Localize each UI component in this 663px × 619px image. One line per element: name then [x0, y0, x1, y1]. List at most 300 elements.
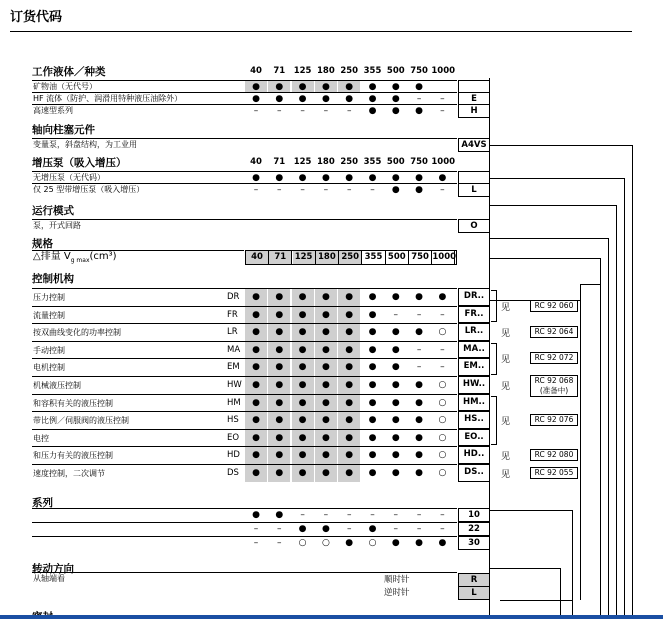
fluid-cell: ●	[315, 81, 337, 93]
control-cell: ●	[315, 289, 337, 306]
size-label-750: 750	[410, 157, 428, 167]
fluid-cell: ●	[268, 81, 290, 93]
size-label-180: 180	[317, 66, 335, 76]
control-abbr: HM	[227, 397, 241, 408]
control-label: 和容积有关的液压控制	[33, 398, 113, 408]
connector-h	[489, 238, 608, 239]
series-cell: –	[253, 524, 259, 534]
size-label-71: 71	[273, 66, 286, 76]
size-label-1000: 1000	[431, 157, 456, 167]
control-cell: ●	[415, 380, 424, 390]
size-label-71: 71	[273, 157, 286, 167]
control-code: EM..	[458, 358, 490, 376]
see-label: 见	[501, 452, 511, 463]
control-code: MA..	[458, 341, 490, 359]
fluid-cell: ●	[292, 81, 314, 93]
control-cell: ●	[368, 344, 377, 355]
control-cell: ●	[292, 430, 314, 447]
series-cell: ●	[368, 524, 377, 534]
series-cell: ○	[368, 538, 377, 548]
size-label-500: 500	[386, 157, 405, 167]
mode-row	[32, 219, 457, 232]
control-cell: ●	[415, 415, 424, 426]
fluid-cell: ●	[252, 94, 260, 104]
connector-h	[489, 568, 560, 569]
control-cell: ●	[245, 377, 267, 394]
control-cell: ○	[438, 397, 447, 408]
connector-v	[616, 205, 617, 619]
series-code: 10	[458, 508, 490, 522]
ref-text: RC 92 060	[534, 300, 574, 310]
control-cell: ○	[438, 450, 447, 461]
control-cell: ●	[391, 380, 400, 390]
control-cell: –	[440, 362, 445, 373]
series-cell: –	[323, 510, 329, 520]
mode-label: 泵，开式回路	[33, 221, 81, 230]
control-cell: ●	[245, 324, 267, 341]
boost-cell: ●	[368, 173, 377, 183]
boost-heading: 增压泵（吸入增压）	[32, 157, 127, 169]
control-cell: ●	[338, 395, 360, 412]
connector-v	[600, 258, 601, 619]
fluid-cell: ●	[391, 94, 400, 104]
series-cell: ●	[275, 510, 284, 520]
control-code: HW..	[458, 376, 490, 394]
fluid-label: HF 流体（防护、润滑用特种液压油除外）	[33, 94, 183, 103]
control-cell: ●	[268, 447, 290, 464]
size-heading: 规格	[32, 238, 53, 250]
ref-box	[530, 326, 578, 338]
see-label: 见	[501, 329, 511, 339]
control-cell: ●	[245, 342, 267, 359]
control-abbr: HW	[227, 380, 242, 390]
connector-v	[608, 238, 609, 619]
see-label: 见	[501, 417, 511, 427]
connector-v	[624, 178, 625, 619]
control-cell: ●	[391, 468, 400, 478]
rotation-label: 从轴端看	[33, 574, 65, 583]
size-box-500: 500	[386, 251, 409, 264]
ref-box	[530, 414, 578, 426]
control-cell: ○	[438, 415, 447, 426]
control-cell: ●	[315, 377, 337, 394]
ref-note: (准备中)	[539, 385, 569, 395]
control-cell: ●	[391, 397, 400, 408]
series-cell: –	[370, 510, 375, 520]
series-cell: ●	[415, 538, 424, 548]
fluid-cell: –	[346, 106, 352, 116]
control-cell: ●	[368, 415, 377, 426]
fluid-code: E	[458, 92, 490, 106]
control-cell: ●	[338, 430, 360, 447]
size-box-355: 355	[363, 251, 386, 264]
boost-label: 仅 25 型带增压泵（吸入增压）	[33, 185, 145, 194]
control-cell: ●	[338, 377, 360, 394]
fluid-cell: ●	[338, 81, 360, 93]
control-abbr: EO	[227, 432, 240, 443]
series-cell: –	[416, 510, 422, 520]
size-box-125: 125	[293, 251, 316, 264]
fluid-label: 矿物油（无代号）	[33, 82, 97, 91]
control-cell: ●	[292, 307, 314, 324]
ref-box	[530, 449, 578, 461]
control-cell: –	[416, 362, 422, 373]
connector-h	[489, 205, 616, 206]
size-label-1000: 1000	[431, 66, 456, 76]
boost-cell: ●	[321, 173, 330, 183]
see-label: 见	[501, 355, 511, 366]
fluid-cell: ●	[415, 106, 424, 116]
control-cell: ●	[391, 292, 400, 302]
series-cell: ●	[298, 524, 307, 534]
control-cell: ●	[292, 359, 314, 376]
fluid-label: 高速型系列	[33, 106, 73, 115]
boost-cell: –	[300, 185, 305, 195]
control-label: 手动控制	[33, 345, 65, 355]
connector-v	[580, 284, 581, 600]
ref-text: RC 92 055	[534, 467, 574, 477]
control-code: DR..	[458, 288, 490, 306]
control-cell: ●	[292, 465, 314, 482]
boost-cell: –	[440, 185, 445, 195]
connector-h	[489, 178, 624, 179]
control-cell: ●	[338, 447, 360, 464]
control-cell: ●	[315, 447, 337, 464]
control-label: 机械液压控制	[33, 381, 81, 390]
control-cell: ●	[245, 395, 267, 412]
control-cell: ●	[368, 380, 377, 390]
size-label-125: 125	[293, 157, 312, 167]
boost-cell: ●	[438, 173, 447, 183]
control-cell: ●	[368, 397, 377, 408]
ref-box	[530, 467, 578, 479]
size-label-355: 355	[363, 157, 382, 167]
size-label-40: 40	[250, 157, 262, 167]
control-cell: ●	[315, 430, 337, 447]
size-label-750: 750	[410, 66, 428, 76]
control-label: 电控	[33, 433, 49, 443]
fluid-cell: –	[277, 106, 282, 116]
boost-cell: –	[346, 185, 352, 195]
control-cell: ●	[315, 342, 337, 359]
control-abbr: MA	[227, 344, 241, 355]
boost-cell: ●	[415, 173, 424, 183]
fluid-cell: ●	[415, 82, 424, 92]
control-cell: –	[440, 309, 445, 320]
ref-text: RC 92 072	[534, 353, 574, 363]
control-cell: ●	[391, 450, 400, 461]
control-code: EO..	[458, 429, 490, 447]
control-cell: ●	[292, 447, 314, 464]
series-cell: ●	[345, 538, 354, 548]
boost-label: 无增压泵（无代码）	[33, 173, 105, 182]
control-cell: ●	[315, 307, 337, 324]
size-box-71: 71	[269, 251, 292, 264]
group-brace	[491, 343, 497, 375]
control-cell: ●	[368, 362, 377, 373]
control-cell: ●	[368, 292, 377, 302]
connector-h	[489, 300, 580, 301]
rotation-dir-label: 顺时针	[384, 575, 410, 585]
size-row	[32, 250, 244, 264]
size-box-40: 40	[246, 251, 269, 264]
ref-text: RC 92 064	[534, 327, 574, 336]
control-cell: ●	[315, 324, 337, 341]
control-code: FR..	[458, 306, 490, 324]
control-cell: –	[416, 344, 422, 355]
control-code: HS..	[458, 411, 490, 429]
control-abbr: EM	[227, 362, 240, 373]
control-label: 流量控制	[33, 310, 65, 320]
control-cell: ○	[438, 327, 447, 338]
page-title: 订货代码	[10, 10, 63, 25]
series-cell: ●	[321, 524, 330, 534]
size-label-250: 250	[340, 66, 359, 76]
rotation-code: R	[458, 573, 490, 587]
fluid-cell: ●	[368, 106, 377, 116]
control-cell: ●	[268, 395, 290, 412]
ref-box	[530, 375, 578, 397]
size-label-180: 180	[317, 157, 335, 167]
rotation-heading: 转动方向	[32, 563, 74, 575]
fluid-cell: –	[323, 106, 329, 116]
control-cell: ●	[245, 447, 267, 464]
control-cell: ○	[438, 468, 447, 478]
series-cell: –	[346, 524, 352, 534]
series-cell: ●	[438, 538, 447, 548]
control-abbr: DS	[227, 468, 239, 478]
control-abbr: DR	[227, 292, 240, 302]
control-cell: ●	[292, 412, 314, 429]
see-label: 见	[501, 469, 511, 480]
control-cell: –	[416, 309, 422, 320]
fluid-cell: ●	[368, 82, 377, 92]
series-cell: –	[393, 524, 399, 534]
control-cell: ●	[368, 432, 377, 443]
title-rule	[10, 31, 632, 32]
control-code: LR..	[458, 323, 490, 341]
control-cell: ●	[292, 395, 314, 412]
control-cell: ●	[368, 327, 377, 338]
control-cell: –	[393, 309, 399, 320]
control-abbr: HS	[227, 415, 239, 426]
control-cell: ●	[391, 327, 400, 338]
control-label: 压力控制	[33, 293, 65, 302]
connector-v	[632, 145, 633, 619]
bottom-bar	[0, 615, 663, 619]
control-cell: ●	[338, 307, 360, 324]
connector-h	[580, 284, 600, 285]
see-label: 见	[501, 381, 511, 392]
control-code: HM..	[458, 394, 490, 412]
fluid-cell: –	[300, 106, 305, 116]
control-cell: ●	[268, 342, 290, 359]
boost-cell: ●	[415, 185, 424, 195]
control-label: 和压力有关的液压控制	[33, 451, 113, 461]
control-cell: ●	[268, 412, 290, 429]
control-cell: ●	[245, 359, 267, 376]
control-cell: ●	[391, 362, 400, 373]
ref-text: RC 92 076	[534, 415, 574, 424]
control-cell: ●	[338, 324, 360, 341]
control-cell: ●	[245, 430, 267, 447]
control-cell: ●	[268, 377, 290, 394]
fluid-cell: ●	[298, 94, 307, 104]
see-label: 见	[501, 302, 511, 313]
piston-code: A4VS	[458, 138, 490, 152]
mode-code: O	[458, 219, 490, 233]
control-cell: ●	[315, 359, 337, 376]
control-label: 带比例／伺服阀的液压控制	[33, 416, 129, 426]
series-cell: ●	[252, 510, 260, 520]
control-abbr: FR	[227, 309, 238, 320]
control-cell: ●	[268, 465, 290, 482]
control-cell: ●	[391, 432, 400, 443]
connector-h	[489, 510, 572, 511]
series-cell: –	[416, 524, 422, 534]
control-code: HD..	[458, 446, 490, 464]
control-cell: ●	[245, 289, 267, 306]
control-cell: ○	[438, 432, 447, 443]
boost-cell: ●	[298, 173, 307, 183]
ref-box	[530, 300, 578, 312]
series-cell: –	[393, 510, 399, 520]
control-cell: ●	[415, 450, 424, 461]
size-box-750: 750	[409, 251, 432, 264]
series-cell: –	[277, 538, 282, 548]
control-label: 按双曲线变化的功率控制	[33, 328, 121, 338]
control-cell: ●	[292, 289, 314, 306]
control-cell: ●	[245, 307, 267, 324]
control-cell: ●	[338, 342, 360, 359]
fluid-cell: –	[440, 94, 445, 104]
control-cell: ●	[368, 450, 377, 461]
series-cell: ●	[391, 538, 400, 548]
control-cell: ●	[415, 292, 424, 302]
connector-v	[572, 510, 573, 619]
connector-v	[489, 78, 490, 619]
series-cell: –	[440, 510, 445, 520]
control-cell: ●	[415, 432, 424, 443]
control-cell: ●	[368, 309, 377, 320]
series-cell: –	[300, 510, 305, 520]
connector-h	[489, 145, 632, 146]
size-box-row	[245, 250, 457, 265]
fluid-heading: 工作液体／种类	[32, 66, 106, 78]
size-box-1000: 1000	[432, 252, 457, 262]
control-cell: –	[440, 344, 445, 355]
size-label: △排量 $V_{g max}(cm^3)$	[33, 251, 117, 264]
piston-heading: 轴向柱塞元件	[32, 124, 95, 136]
control-cell: ●	[415, 397, 424, 408]
control-label: 电机控制	[33, 363, 65, 373]
ref-box	[530, 352, 578, 364]
boost-cell: –	[277, 185, 282, 195]
connector-h	[489, 258, 600, 259]
piston-label: 变量泵，斜盘结构，为工业用	[33, 140, 137, 149]
boost-cell: ●	[252, 173, 260, 183]
size-box-180: 180	[316, 251, 339, 264]
control-cell: ●	[391, 415, 400, 426]
series-heading: 系列	[32, 497, 53, 509]
control-cell: ●	[338, 289, 360, 306]
boost-cell: –	[253, 185, 259, 195]
size-label-500: 500	[386, 66, 405, 76]
series-cell: –	[346, 510, 352, 520]
control-cell: ●	[268, 324, 290, 341]
size-box-250: 250	[339, 251, 362, 264]
size-label-355: 355	[363, 66, 382, 76]
boost-cell: ●	[391, 173, 400, 183]
boost-cell: –	[370, 185, 375, 195]
fluid-cell: ●	[391, 82, 400, 92]
control-cell: ●	[415, 327, 424, 338]
control-cell: ●	[338, 359, 360, 376]
control-cell: ●	[315, 395, 337, 412]
control-cell: ●	[368, 468, 377, 478]
series-cell: –	[440, 524, 445, 534]
ref-text: RC 92 068	[534, 375, 574, 385]
control-cell: ●	[438, 292, 447, 302]
size-label-250: 250	[340, 157, 359, 167]
connector-h	[500, 600, 572, 601]
control-cell: ●	[268, 430, 290, 447]
connector-v	[560, 568, 561, 619]
control-cell: ●	[292, 377, 314, 394]
boost-cell: ●	[275, 173, 284, 183]
control-cell: ●	[315, 465, 337, 482]
ref-text: RC 92 080	[534, 450, 574, 460]
control-abbr: HD	[227, 450, 240, 461]
series-code: 30	[458, 536, 490, 550]
fluid-cell: ●	[245, 81, 267, 93]
boost-cell: –	[323, 185, 329, 195]
group-brace	[491, 290, 497, 322]
control-code: DS..	[458, 464, 490, 482]
control-cell: ●	[338, 465, 360, 482]
control-cell: ●	[391, 344, 400, 355]
mode-heading: 运行模式	[32, 205, 74, 217]
fluid-code: H	[458, 104, 490, 118]
series-cell: –	[253, 538, 259, 548]
control-abbr: LR	[227, 327, 238, 338]
control-cell: ●	[245, 412, 267, 429]
fluid-cell: –	[416, 94, 422, 104]
fluid-cell: –	[253, 106, 259, 116]
fluid-cell: ●	[321, 94, 330, 104]
control-cell: ●	[245, 465, 267, 482]
size-label-125: 125	[293, 66, 312, 76]
control-cell: ●	[268, 289, 290, 306]
series-cell: ○	[321, 538, 330, 548]
series-cell: ○	[298, 538, 307, 548]
control-label: 速度控制，二次调节	[33, 469, 105, 478]
control-cell: ●	[338, 412, 360, 429]
control-cell: ●	[292, 324, 314, 341]
series-cell: –	[277, 524, 282, 534]
control-cell: ●	[268, 307, 290, 324]
piston-row	[32, 138, 457, 151]
boost-cell: ●	[391, 185, 400, 195]
group-brace	[491, 396, 497, 446]
control-cell: ●	[315, 412, 337, 429]
control-cell: ○	[438, 380, 447, 390]
control-cell: ●	[292, 342, 314, 359]
boost-cell: ●	[345, 173, 354, 183]
fluid-cell: –	[440, 106, 445, 116]
fluid-cell: ●	[391, 106, 400, 116]
control-cell: ●	[268, 359, 290, 376]
